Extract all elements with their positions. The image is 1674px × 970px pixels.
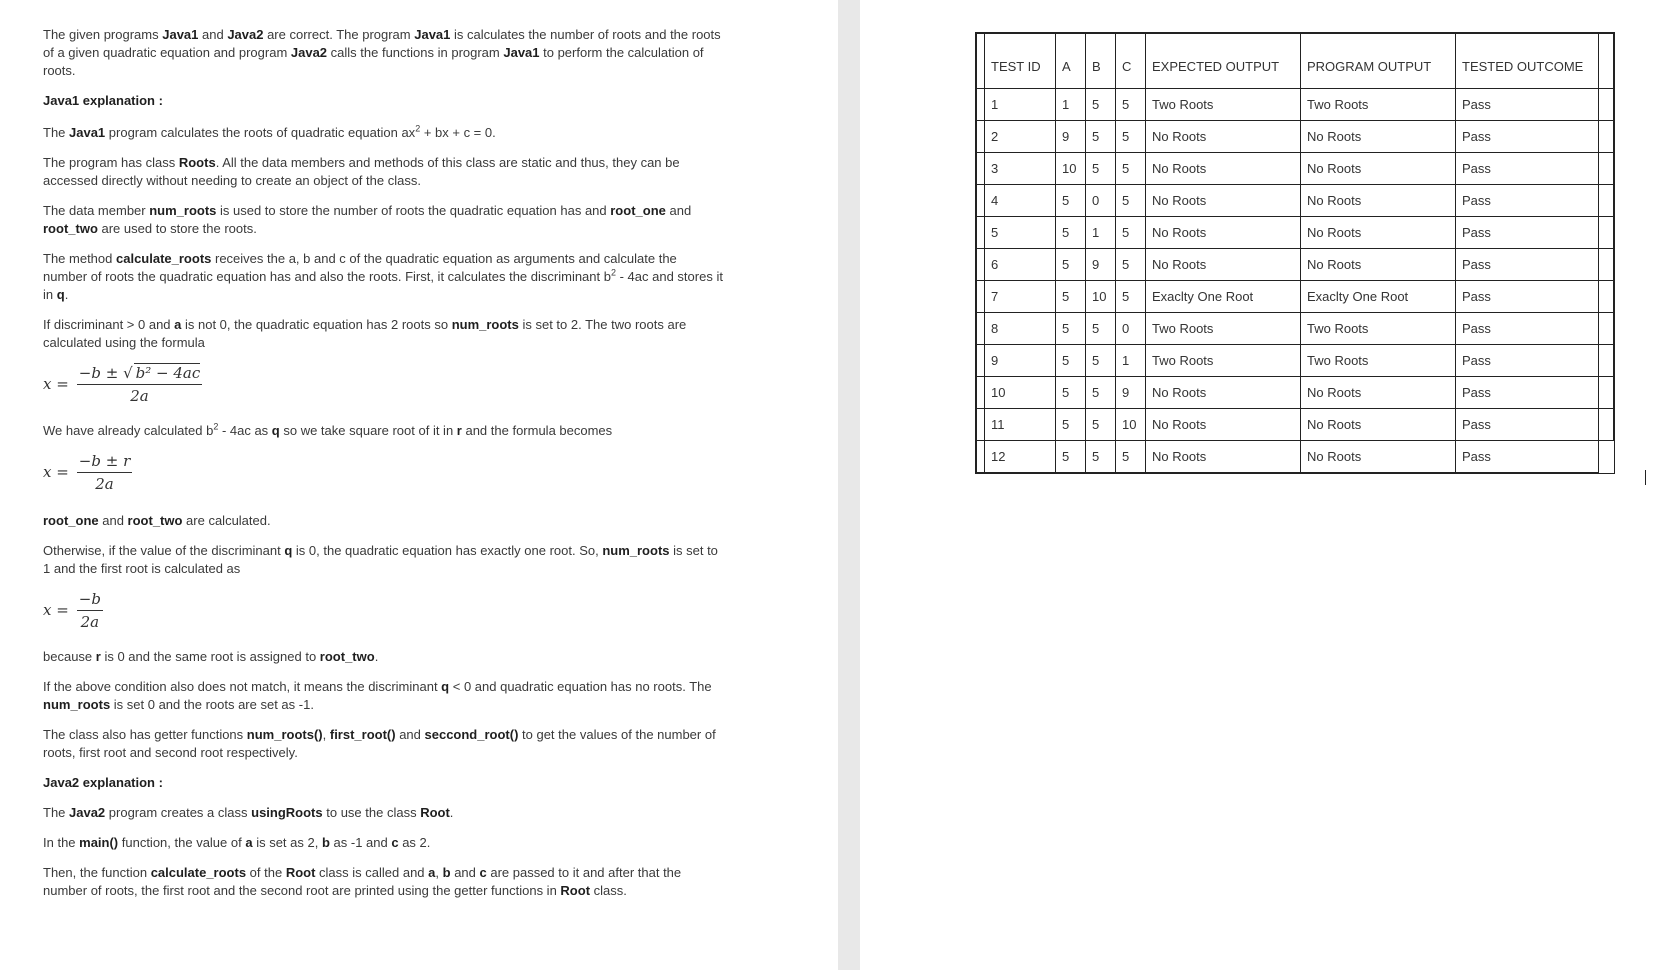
- text-run: is set to 2. The two roots are calculated using the formula: [43, 317, 687, 350]
- bold-term: q: [441, 679, 450, 694]
- paragraph-class-roots: [43, 154, 723, 190]
- text-run: We have already calculated b: [43, 423, 214, 438]
- row-margin-cell: [977, 409, 985, 441]
- cell-test-id: 5: [985, 217, 1056, 249]
- row-margin-cell: [977, 313, 985, 345]
- text-run: are calculated.: [182, 513, 271, 528]
- formula-f1: [43, 356, 723, 412]
- row-margin-cell: [1599, 345, 1614, 377]
- text-run: are correct. The program: [263, 27, 415, 42]
- paragraph-otherwise: [43, 542, 723, 578]
- cell-a-value: 5: [1056, 441, 1086, 473]
- bold-term: root_one: [610, 203, 666, 218]
- text-run: and: [395, 727, 425, 742]
- header-tested-outcome: TESTED OUTCOME: [1456, 34, 1599, 89]
- cell-a-value: 5: [1056, 217, 1086, 249]
- cell-a-value: 1: [1056, 89, 1086, 121]
- table-row: [977, 185, 1614, 217]
- bold-term: num_roots: [451, 317, 519, 332]
- cell-program-output: No Roots: [1301, 249, 1456, 281]
- cell-expected-output: Two Roots: [1146, 345, 1301, 377]
- cell-test-id: 10: [985, 377, 1056, 409]
- paragraph-method-calc: [43, 250, 723, 304]
- text-run: to perform the calculation of roots.: [43, 45, 704, 78]
- text-run: is not 0, the quadratic equation has 2 roots so: [181, 317, 452, 332]
- text-cursor: [1645, 470, 1646, 485]
- cell-b-value: 5: [1086, 377, 1116, 409]
- cell-expected-output: Two Roots: [1146, 313, 1301, 345]
- cell-c-value: 5: [1116, 217, 1146, 249]
- table-row: [977, 409, 1614, 441]
- text-run: program calculates the roots of quadratic equation ax: [105, 125, 416, 140]
- row-margin-cell: [977, 249, 985, 281]
- bold-term: a: [245, 835, 253, 850]
- paragraph-getters: [43, 726, 723, 762]
- paragraph-already: [43, 422, 723, 440]
- bold-term: num_roots(): [246, 727, 323, 742]
- cell-test-id: 1: [985, 89, 1056, 121]
- cell-expected-output: No Roots: [1146, 217, 1301, 249]
- cell-c-value: 5: [1116, 153, 1146, 185]
- row-margin-cell: [977, 345, 985, 377]
- text-run: - 4ac as: [218, 423, 272, 438]
- text-run: - 4ac and stores it in: [43, 269, 723, 302]
- cell-test-id: 4: [985, 185, 1056, 217]
- cell-expected-output: No Roots: [1146, 377, 1301, 409]
- text-run: class.: [590, 883, 627, 898]
- bold-term: a: [174, 317, 182, 332]
- bold-term: Java1: [69, 125, 106, 140]
- cell-test-id: 3: [985, 153, 1056, 185]
- text-run: .: [374, 649, 379, 664]
- text-run: Then, the function: [43, 865, 151, 880]
- row-margin-cell: [977, 34, 985, 89]
- text-run: The method: [43, 251, 116, 266]
- formula-numerator: [77, 363, 202, 385]
- cell-c-value: 10: [1116, 409, 1146, 441]
- cell-b-value: 5: [1086, 153, 1116, 185]
- cell-program-output: No Roots: [1301, 441, 1456, 473]
- cell-test-id: 11: [985, 409, 1056, 441]
- formula-lhs: x =: [43, 375, 69, 393]
- cell-expected-output: No Roots: [1146, 409, 1301, 441]
- bold-term: calculate_roots: [150, 865, 247, 880]
- cell-b-value: 5: [1086, 89, 1116, 121]
- section-heading-java2-heading: [43, 774, 723, 792]
- cell-expected-output: No Roots: [1146, 441, 1301, 473]
- text-run: Java2 explanation :: [43, 775, 163, 790]
- cell-expected-output: No Roots: [1146, 121, 1301, 153]
- superscript: 2: [415, 123, 421, 134]
- bold-term: c: [391, 835, 399, 850]
- cell-a-value: 5: [1056, 409, 1086, 441]
- cell-c-value: 9: [1116, 377, 1146, 409]
- text-run: function, the value of: [118, 835, 246, 850]
- bold-term: num_roots: [602, 543, 670, 558]
- cell-tested-outcome: Pass: [1456, 281, 1599, 313]
- cell-program-output: Two Roots: [1301, 345, 1456, 377]
- table-row: [977, 89, 1614, 121]
- page-gutter: [838, 0, 860, 970]
- bold-term: usingRoots: [251, 805, 323, 820]
- right-document-page: [860, 0, 1674, 970]
- text-run: are used to store the roots.: [97, 221, 257, 236]
- cell-a-value: 10: [1056, 153, 1086, 185]
- cell-program-output: No Roots: [1301, 217, 1456, 249]
- header-test-id: TEST ID: [985, 34, 1056, 89]
- cell-test-id: 8: [985, 313, 1056, 345]
- text-run: of the: [246, 865, 286, 880]
- cell-a-value: 5: [1056, 313, 1086, 345]
- row-margin-cell: [1599, 217, 1614, 249]
- bold-term: root_one: [43, 513, 99, 528]
- row-margin-cell: [977, 153, 985, 185]
- text-run: and: [198, 27, 228, 42]
- text-run: In the: [43, 835, 80, 850]
- formula-numerator-text: −b: [78, 589, 101, 608]
- text-run: to get the values of the number of roots, first root and second root respectively.: [43, 727, 716, 760]
- bold-term: Root: [560, 883, 591, 898]
- header-program-output: PROGRAM OUTPUT: [1301, 34, 1456, 89]
- bold-term: seccond_root(): [424, 727, 519, 742]
- cell-test-id: 6: [985, 249, 1056, 281]
- formula-f3: [43, 582, 723, 638]
- bold-term: Root: [420, 805, 450, 820]
- cell-b-value: 5: [1086, 345, 1116, 377]
- cell-c-value: 5: [1116, 281, 1146, 313]
- bold-term: first_root(): [329, 727, 396, 742]
- table-row: [977, 153, 1614, 185]
- cell-test-id: 2: [985, 121, 1056, 153]
- cell-expected-output: No Roots: [1146, 249, 1301, 281]
- text-run: so we take square root of it in: [279, 423, 457, 438]
- cell-test-id: 12: [985, 441, 1056, 473]
- bold-term: Java2: [227, 27, 264, 42]
- row-margin-cell: [977, 121, 985, 153]
- cell-test-id: 7: [985, 281, 1056, 313]
- text-run: as -1 and: [329, 835, 392, 850]
- bold-term: root_two: [43, 221, 98, 236]
- bold-term: q: [271, 423, 280, 438]
- text-run: .: [64, 287, 69, 302]
- text-run: Java1 explanation :: [43, 93, 163, 108]
- cell-c-value: 0: [1116, 313, 1146, 345]
- paragraph-main-fn: [43, 834, 723, 852]
- formula-denominator: 2a: [80, 612, 100, 631]
- cell-b-value: 5: [1086, 313, 1116, 345]
- cell-tested-outcome: Pass: [1456, 377, 1599, 409]
- cell-program-output: Exaclty One Root: [1301, 281, 1456, 313]
- cell-c-value: 5: [1116, 89, 1146, 121]
- row-margin-cell: [977, 377, 985, 409]
- formula-denominator: 2a: [95, 474, 114, 493]
- bold-term: q: [56, 287, 65, 302]
- cell-tested-outcome: Pass: [1456, 89, 1599, 121]
- bold-term: num_roots: [149, 203, 217, 218]
- paragraph-java2-class: [43, 804, 723, 822]
- formula-lhs: x =: [43, 463, 69, 481]
- text-run: and the formula becomes: [461, 423, 613, 438]
- cell-c-value: 5: [1116, 441, 1146, 473]
- bold-term: b: [321, 835, 330, 850]
- row-margin-cell: [1599, 281, 1614, 313]
- cell-a-value: 5: [1056, 281, 1086, 313]
- paragraph-then: [43, 864, 723, 900]
- cell-expected-output: Exaclty One Root: [1146, 281, 1301, 313]
- bold-term: Java1: [414, 27, 451, 42]
- bold-term: b: [442, 865, 451, 880]
- cell-tested-outcome: Pass: [1456, 441, 1599, 473]
- text-run: and: [98, 513, 128, 528]
- text-run: because: [43, 649, 96, 664]
- row-margin-cell: [1599, 441, 1614, 473]
- row-margin-cell: [977, 217, 985, 249]
- header-c-value: C: [1116, 34, 1146, 89]
- paragraph-data-member: [43, 202, 723, 238]
- test-results-table: [976, 33, 1614, 473]
- table-row: [977, 313, 1614, 345]
- row-margin-cell: [977, 185, 985, 217]
- cell-tested-outcome: Pass: [1456, 345, 1599, 377]
- cell-a-value: 5: [1056, 185, 1086, 217]
- cell-b-value: 5: [1086, 409, 1116, 441]
- cell-c-value: 5: [1116, 121, 1146, 153]
- superscript: 2: [610, 267, 616, 278]
- header-a-value: A: [1056, 34, 1086, 89]
- cell-tested-outcome: Pass: [1456, 249, 1599, 281]
- cell-expected-output: No Roots: [1146, 185, 1301, 217]
- bold-term: q: [284, 543, 293, 558]
- explanation-text: [43, 26, 723, 900]
- bold-term: root_two: [127, 513, 183, 528]
- text-run: ,: [435, 865, 443, 880]
- text-run: and: [450, 865, 480, 880]
- cell-b-value: 0: [1086, 185, 1116, 217]
- table-row: [977, 281, 1614, 313]
- text-run: is 0 and the same root is assigned to: [100, 649, 320, 664]
- text-run: The: [43, 805, 70, 820]
- header-expected-output: EXPECTED OUTPUT: [1146, 34, 1301, 89]
- text-run: The class also has getter functions: [43, 727, 247, 742]
- text-run: is used to store the number of roots the quadratic equation has and: [216, 203, 611, 218]
- row-margin-cell: [977, 89, 985, 121]
- formula-denominator: 2a: [130, 387, 149, 405]
- table-header-row: [977, 34, 1614, 89]
- bold-term: r: [95, 649, 101, 664]
- text-run: If the above condition also does not match, it means the discriminant: [43, 679, 442, 694]
- cell-expected-output: Two Roots: [1146, 89, 1301, 121]
- paragraph-no-match: [43, 678, 723, 714]
- row-margin-cell: [977, 441, 985, 473]
- bold-term: Java1: [503, 45, 540, 60]
- formula-fraction: [77, 590, 103, 631]
- section-heading-java1-heading: [43, 92, 723, 110]
- bold-term: Roots: [178, 155, 216, 170]
- formula-numerator-text: −b ±: [78, 364, 124, 382]
- text-run: class is called and: [315, 865, 429, 880]
- bold-term: r: [456, 423, 462, 438]
- cell-tested-outcome: Pass: [1456, 121, 1599, 153]
- bold-term: main(): [79, 835, 119, 850]
- cell-tested-outcome: Pass: [1456, 217, 1599, 249]
- row-margin-cell: [1599, 377, 1614, 409]
- text-run: The: [43, 125, 70, 140]
- text-run: .: [449, 805, 454, 820]
- cell-b-value: 5: [1086, 121, 1116, 153]
- bold-term: calculate_roots: [116, 251, 212, 266]
- formula-fraction: [77, 363, 202, 405]
- cell-program-output: No Roots: [1301, 121, 1456, 153]
- cell-program-output: No Roots: [1301, 377, 1456, 409]
- paragraph-because: [43, 648, 723, 666]
- formula-numerator: [77, 590, 103, 611]
- text-run: + bx + c = 0.: [420, 125, 496, 140]
- text-run: The program has class: [43, 155, 179, 170]
- cell-a-value: 9: [1056, 121, 1086, 153]
- text-run: to use the class: [322, 805, 421, 820]
- cell-test-id: 9: [985, 345, 1056, 377]
- text-run: < 0 and quadratic equation has no roots. The: [449, 679, 712, 694]
- bold-term: Java2: [69, 805, 106, 820]
- text-run: receives the a, b and c of the quadratic equation as arguments and calculate the number of roots the quadratic equation has and also the roots. First, it calculates the discriminant b: [43, 251, 677, 284]
- text-run: are passed to it and after that the number of roots, the first root and the second root are printed using the getter functions in: [43, 865, 682, 898]
- text-run: calls the functions in program: [327, 45, 504, 60]
- cell-b-value: 1: [1086, 217, 1116, 249]
- formula-radicand: b² − 4ac: [135, 364, 201, 382]
- text-run: The data member: [43, 203, 150, 218]
- table-row: [977, 249, 1614, 281]
- text-run: is set 0 and the roots are set as -1.: [110, 697, 314, 712]
- cell-a-value: 5: [1056, 377, 1086, 409]
- cell-b-value: 9: [1086, 249, 1116, 281]
- cell-c-value: 1: [1116, 345, 1146, 377]
- cell-b-value: 10: [1086, 281, 1116, 313]
- cell-expected-output: No Roots: [1146, 153, 1301, 185]
- text-run: . All the data members and methods of this class are static and thus, they can be accessed directly without needing to create an object of the class.: [43, 155, 680, 188]
- table-row: [977, 377, 1614, 409]
- paragraph-intro: [43, 26, 723, 80]
- text-run: is set as 2,: [252, 835, 322, 850]
- bold-term: a: [428, 865, 436, 880]
- cell-tested-outcome: Pass: [1456, 313, 1599, 345]
- cell-b-value: 5: [1086, 441, 1116, 473]
- cell-tested-outcome: Pass: [1456, 409, 1599, 441]
- text-run: and: [665, 203, 692, 218]
- table-row: [977, 121, 1614, 153]
- sqrt-symbol: √: [123, 364, 133, 382]
- text-run: The given programs: [43, 27, 163, 42]
- table-row: [977, 217, 1614, 249]
- bold-term: Java1: [162, 27, 199, 42]
- cell-a-value: 5: [1056, 249, 1086, 281]
- header-b-value: B: [1086, 34, 1116, 89]
- cell-tested-outcome: Pass: [1456, 153, 1599, 185]
- bold-term: root_two: [319, 649, 375, 664]
- row-margin-cell: [977, 281, 985, 313]
- text-run: program creates a class: [105, 805, 252, 820]
- formula-fraction: [77, 452, 132, 493]
- superscript: 2: [213, 421, 219, 432]
- row-margin-cell: [1599, 249, 1614, 281]
- bold-term: Java2: [290, 45, 328, 60]
- paragraph-java1-calc: [43, 124, 723, 142]
- table-row: [977, 441, 1614, 473]
- bold-term: c: [479, 865, 487, 880]
- text-run: is 0, the quadratic equation has exactly one root. So,: [292, 543, 603, 558]
- cell-program-output: No Roots: [1301, 409, 1456, 441]
- cell-program-output: No Roots: [1301, 185, 1456, 217]
- paragraph-calculated: [43, 512, 723, 530]
- row-margin-cell: [1599, 89, 1614, 121]
- formula-numerator: [77, 452, 132, 473]
- cell-program-output: Two Roots: [1301, 89, 1456, 121]
- formula-lhs: x =: [43, 601, 69, 619]
- text-run: ,: [322, 727, 330, 742]
- cell-c-value: 5: [1116, 249, 1146, 281]
- paragraph-two-roots: [43, 316, 723, 352]
- text-run: Otherwise, if the value of the discriminant: [43, 543, 285, 558]
- row-margin-cell: [1599, 185, 1614, 217]
- row-margin-cell: [1599, 313, 1614, 345]
- text-run: is calculates the number of roots and the roots of a given quadratic equation and program: [43, 27, 721, 60]
- row-margin-cell: [1599, 34, 1614, 89]
- cell-a-value: 5: [1056, 345, 1086, 377]
- text-run: If discriminant > 0 and: [43, 317, 175, 332]
- cell-c-value: 5: [1116, 185, 1146, 217]
- table-row: [977, 345, 1614, 377]
- row-margin-cell: [1599, 121, 1614, 153]
- bold-term: num_roots: [43, 697, 111, 712]
- text-run: is set to 1 and the first root is calculated as: [43, 543, 718, 576]
- cell-tested-outcome: Pass: [1456, 185, 1599, 217]
- row-margin-cell: [1599, 153, 1614, 185]
- cell-program-output: No Roots: [1301, 153, 1456, 185]
- formula-numerator-text: −b ± r: [78, 451, 131, 470]
- formula-f2: [43, 444, 723, 500]
- cell-program-output: Two Roots: [1301, 313, 1456, 345]
- test-results-table-frame: [975, 32, 1615, 474]
- bold-term: Root: [285, 865, 316, 880]
- text-run: as 2.: [398, 835, 431, 850]
- row-margin-cell: [1599, 409, 1614, 441]
